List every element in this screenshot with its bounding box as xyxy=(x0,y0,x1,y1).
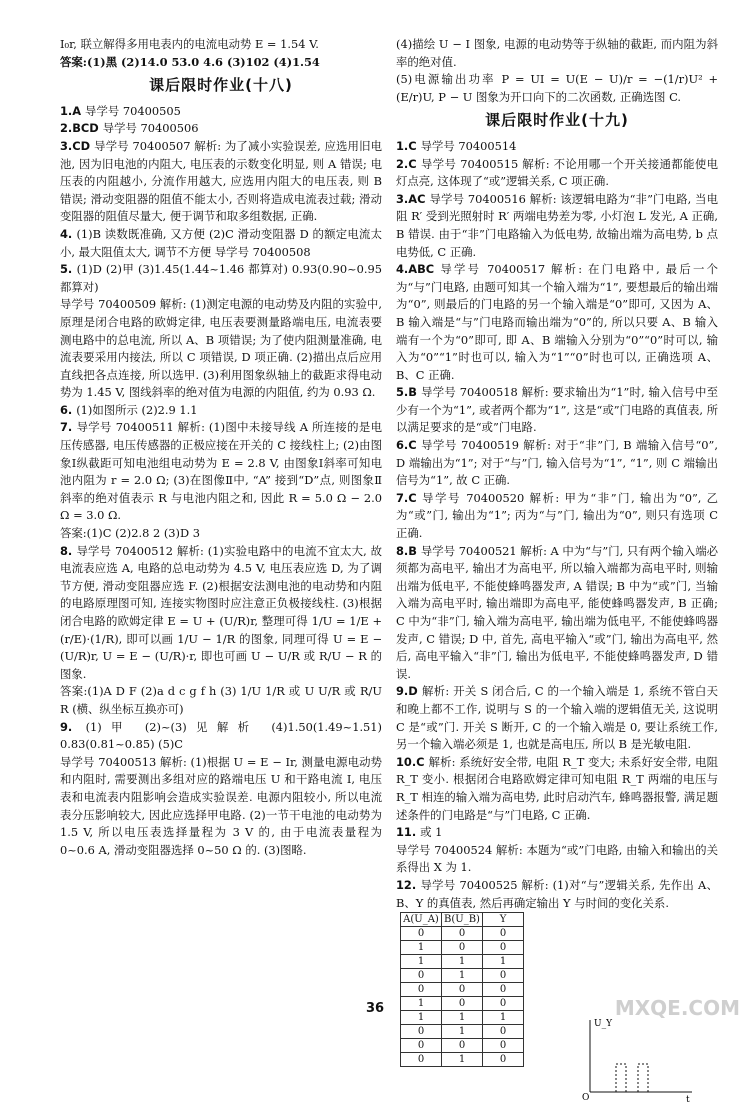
truth-table-cell: 0 xyxy=(483,1053,524,1067)
right-item xyxy=(396,437,718,490)
truth-table-header: B(U_B) xyxy=(442,913,483,927)
right-item xyxy=(396,490,718,543)
truth-table-cell: 0 xyxy=(442,941,483,955)
item-text: 导学号 70400514 xyxy=(420,138,517,153)
item-number: 9. xyxy=(60,719,86,734)
truth-table-cell: 1 xyxy=(401,941,442,955)
watermark-logo: MXQE.COM xyxy=(614,996,740,1021)
item-text: 导学号 70400516 解析: 该逻辑电路为“非”门电路, 当电阻 R′ 受到光照射时 R′ 两端电势差为零, 小灯泡 L 发光, A 正确, B 错误. 由于“非”门电路输入为低电势, 故输出端为高电势, b 点电势低, C 正确. xyxy=(396,191,718,259)
truth-table-cell: 0 xyxy=(442,927,483,941)
item-text: 导学号 70400521 解析: A 中为“与”门, 只有两个输入端必须都为高电平, 输出才为高电平, 所以输入端都为高电平时, 则输出端为低电平, 不能使蜂鸣器发声, A 错误; B 中为“或”门, 当输入端为高电平时, 输出端即为高电平, 能使蜂鸣器发声, B 正确; C 中为“非”门, 输入端为高电平, 输出端为低电平, 不能使蜂鸣器发声, C 错误; D 中, 首先, 高电平输入“或”门, 输出为高电平, 然后, 高电平输入“非”门, 输出为低电平, 不能使蜂鸣器发声, D 错误. xyxy=(396,543,718,681)
item-number: 8.B xyxy=(396,543,421,558)
left-item xyxy=(60,683,382,718)
truth-table-row xyxy=(401,983,524,997)
item-text: 答案:(1)A D F (2)a d c g f h (3) 1/U 1/R 或 U U/R 或 R/U R (横、纵坐标互换亦可) xyxy=(60,684,382,716)
item-number: 11. xyxy=(396,825,421,840)
item-text: 导学号 70400511 解析: (1)图中未接导线 A 所连接的是电压传感器, 电压传感器的正极应接在开关的 C 接线柱上; (2)由图象Ⅰ纵截距可知电池组电动势为 E = 2.8 V, 由图象Ⅰ斜率可知电池内阻为 r = 2.0 Ω; (3)在图像Ⅱ中, “A” 接到“D”点, 则图象Ⅱ斜率的绝对值表示 R 与电池内阻之和, 因此 R = 5.0 Ω − 2.0 Ω = 3.0 Ω. xyxy=(60,420,383,523)
item-number: 2.C xyxy=(396,156,421,171)
truth-table-cell: 0 xyxy=(401,1053,442,1067)
item-number: 6.C xyxy=(396,438,422,453)
section-title-19: 课后限时作业(十九) xyxy=(485,111,629,130)
item-text: (1)甲 (2)~(3)见解析 (4)1.50(1.49~1.51) 0.83(0.81~0.85) (5)C xyxy=(60,719,382,752)
truth-table-cell: 0 xyxy=(442,983,483,997)
item-text: 解析: 系统好安全带, 电阻 R_T 变大; 未系好安全带, 电阻 R_T 变小. 根据闭合电路欧姆定律可知电阻 R_T 两端的电压与 R_T 相连的输入端为高电势, 此时启动汽车, 蜂鸣器报警, 满足题述条件的门电路是“与”门电路, C 正确. xyxy=(396,754,718,822)
right-lead-item: (4)描绘 U − I 图象, 电源的电动势等于纵轴的截距, 而内阻为斜率的绝对值. xyxy=(396,37,718,69)
right-item xyxy=(396,138,718,156)
item-number: 4.ABC xyxy=(396,262,441,277)
item-text: 导学号 70400518 解析: 要求输出为“1”时, 输入信号中至少有一个为“1”, 或者两个都为“1”, 这是“或”门电路的真值表, 所以满足要求的是“或”门电路. xyxy=(396,385,718,435)
item-number: 10.C xyxy=(396,754,429,769)
truth-table-cell: 0 xyxy=(401,927,442,941)
truth-table-cell: 0 xyxy=(483,1025,524,1039)
right-item xyxy=(396,261,718,384)
truth-table-row xyxy=(401,1053,524,1067)
truth-table-row xyxy=(401,969,524,983)
axis-y-label: U_Y xyxy=(594,1019,613,1030)
right-item xyxy=(396,824,718,842)
left-item xyxy=(60,226,382,261)
truth-table-cell: 1 xyxy=(442,1025,483,1039)
item-text: (1)如图所示 (2)2.9 1.1 xyxy=(76,402,198,417)
right-item xyxy=(396,191,718,261)
left-item xyxy=(60,754,382,860)
truth-table-cell: 0 xyxy=(401,1039,442,1053)
left-item xyxy=(60,261,382,296)
item-text: 导学号 70400507 解析: 为了减小实验误差, 应选用旧电池, 因为旧电池的内阻大, 电压表的示数变化明显, 则 A 错误; 电压表的内阻越小, 分流作用越大, 应选用内阻大的电压表, 则 B 错误; 滑动变阻器的阻值不能太小, 否则将造成电流表过载; 滑动变阻器的阻值尽量大, 便于调节和取多组数据, 正确. xyxy=(60,138,382,224)
item-number: 7. xyxy=(60,420,77,435)
truth-table-header: A(U_A) xyxy=(401,913,442,927)
right-item xyxy=(396,877,718,912)
left-item xyxy=(60,719,382,754)
left-column xyxy=(60,36,382,859)
item-number: 12. xyxy=(396,877,421,892)
item-text: 导学号 70400524 解析: 本题为“或”门电路, 由输入和输出的关系得出 X 为 1. xyxy=(396,842,718,875)
truth-table-cell: 1 xyxy=(442,1011,483,1025)
item-number: 1.C xyxy=(396,138,421,153)
truth-table-row xyxy=(401,927,524,941)
output-waveform xyxy=(580,1012,700,1102)
truth-table-cell: 0 xyxy=(483,941,524,955)
truth-table-cell: 1 xyxy=(442,969,483,983)
truth-table-cell: 0 xyxy=(401,969,442,983)
item-text: 导学号 70400517 解析: 在门电路中, 最后一个为“与”门电路, 由题可知其一个输入端为“1”, 要想最后的输出端为“0”, 则最后的门电路的另一个输入端是“0”即可, 又因为 A、B 输入端是“与”门电路而输出端为“0”的, 所以只要 A、B 输入端有一个为“0”即可, 即 A、B 端输入分别为“0”“0”时可以, 输入为“0”“1”时也可以, 输入为“1”“0”时也可以, 正确选项 A、B、C 正确. xyxy=(396,262,718,382)
right-item xyxy=(396,384,718,437)
truth-table-header: Y xyxy=(483,913,524,927)
item-text: (1)B 读数既准确, 又方便 (2)C 滑动变阻器 D 的额定电流太小, 最大阻值太大, 调节不方便 导学号 70400508 xyxy=(60,226,383,259)
truth-table-cell: 0 xyxy=(401,983,442,997)
truth-table-cell: 1 xyxy=(483,1011,524,1025)
truth-table-cell: 0 xyxy=(483,997,524,1011)
item-text: 导学号 70400513 解析: (1)根据 U = E − Ir, 测量电源电动势和内阻时, 需要测出多组对应的路端电压 U 和干路电流 I, 电压表和电流表内阻影响会造成实验误差. 电源内阻较小, 所以电流表分压影响较大, 因此应选择甲电路. (2)一节干电池的电动势为 1.5 V, 所以电压表选择量程为 3 V 的, 由于电流表量程为 0~0.6 A, 滑动变阻器选择 0~50 Ω 的. (3)图略. xyxy=(60,754,382,857)
item-text: 导学号 70400520 解析: 甲为“非”门, 输出为“0”, 乙为“或”门, 输出为“1”; 丙为“与”门, 输出为“0”, 则只有选项 C 正确. xyxy=(396,490,719,541)
item-number: 5.B xyxy=(396,385,422,400)
right-item xyxy=(396,842,718,877)
item-number: 7.C xyxy=(396,490,423,505)
left-item-list xyxy=(60,103,382,860)
left-item xyxy=(60,296,382,402)
page-number: 36 xyxy=(365,1001,385,1016)
truth-table-cell: 0 xyxy=(483,1039,524,1053)
left-item xyxy=(60,138,382,226)
truth-table-cell: 0 xyxy=(401,1025,442,1039)
truth-table-cell: 0 xyxy=(442,1039,483,1053)
truth-table-cell: 1 xyxy=(401,1011,442,1025)
item-text: 导学号 70400512 解析: (1)实验电路中的电流不宜太大, 故电流表应选 A, 电路的总电动势为 4.5 V, 电压表应选 D, 为了调节方便, 滑动变阻器应选 F. (2)根据安法测电池的电动势和内阻的电路原理图可知, 连接实物图时应注意正负极接线柱. (3)根据闭合电路的欧姆定律 E = U + (U/R)r, 整理可得 1/U = 1/E + (r/E)·(1/R), 即可以画 1/U − 1/R 的图象, 同理可得 U = E − (U/R)r, U = E − (U/R)·r, 即也可画 U − U/R 或 R/U − R 的图象. xyxy=(60,543,383,681)
truth-table-cell: 1 xyxy=(442,1053,483,1067)
truth-table-cell: 1 xyxy=(442,955,483,969)
item-number: 3.AC xyxy=(396,191,430,206)
right-column xyxy=(396,36,718,1102)
item-text: 导学号 70400525 解析: (1)对“与”逻辑关系, 先作出 A、B、Y 的真值表, 然后再确定输出 Y 与时间的变化关系. xyxy=(396,877,718,910)
item-text: (1)D (2)甲 (3)1.45(1.44~1.46 都算对) 0.93(0.90~0.95 都算对) xyxy=(60,262,382,294)
right-item xyxy=(396,156,718,191)
truth-table-row xyxy=(401,941,524,955)
truth-table-cell: 0 xyxy=(442,997,483,1011)
item-number: 4. xyxy=(60,226,77,241)
truth-table-cell: 0 xyxy=(483,969,524,983)
item-number: 5. xyxy=(60,262,77,277)
right-item-list xyxy=(396,138,718,912)
item-text: 解析: 开关 S 闭合后, C 的一个输入端是 1, 系统不管白天和晚上都不工作, 说明与 S 的一个输入端的逻辑值无关, 这说明 C 是“或”门. 开关 S 断开, C 的一个输入端是 0, 要让系统工作, 另一个输入端必须是 1, 也就是高电压, 所以 B 是光敏电阻. xyxy=(396,684,718,752)
truth-table-row xyxy=(401,1025,524,1039)
item-number: 8. xyxy=(60,543,77,558)
item-text: 导学号 70400505 xyxy=(85,103,181,118)
lead-answer: 答案:(1)黑 (2)14.0 53.0 4.6 (3)102 (4)1.54 xyxy=(60,54,320,69)
item-text: 导学号 70400515 解析: 不论用哪一个开关接通都能使电灯点亮, 这体现了“或”逻辑关系, C 项正确. xyxy=(396,156,719,189)
item-text: 导学号 70400509 解析: (1)测定电源的电动势及内阻的实验中, 原理是闭合电路的欧姆定律, 电压表要测量路端电压, 电流表要测电路中的总电流, 所以 A、B 项错误; 为了使内阻测量准确, 电流表要采用内接法, 所以 C 项错误, D 项正确. (2)描出点后应用直线把各点连接, 所以选甲. (3)利用图象纵轴上的截距求得电动势为 1.45 V, 图线斜率的绝对值为电源的内阻值, 约为 0.93 Ω. xyxy=(60,297,382,400)
left-item xyxy=(60,525,382,543)
left-item xyxy=(60,103,382,121)
truth-table-cell: 0 xyxy=(483,927,524,941)
truth-table xyxy=(400,912,524,1067)
truth-table-cell: 1 xyxy=(483,955,524,969)
lead-text: I₀r, 联立解得多用电表内的电流电动势 E = 1.54 V. xyxy=(60,37,319,51)
item-number: 6. xyxy=(60,402,77,417)
item-text: 答案:(1)C (2)2.8 2 (3)D 3 xyxy=(60,526,200,541)
right-item xyxy=(396,683,718,753)
item-number: 1.A xyxy=(60,103,86,118)
left-item xyxy=(60,120,382,138)
section-title-18: 课后限时作业(十八) xyxy=(149,76,293,95)
truth-table-cell: 0 xyxy=(483,983,524,997)
item-text: 导学号 70400519 解析: 对于“非”门, B 端输入信号“0”, D 端输出为“1”; 对于“与”门, 输入信号为“1”, “1”, 则 C 端输出信号为“1”, 故 C 正确. xyxy=(396,438,718,488)
item-text: 或 1 xyxy=(420,825,443,840)
item-text: 导学号 70400506 xyxy=(102,121,199,136)
left-item xyxy=(60,419,382,525)
axis-origin: O xyxy=(582,1093,590,1102)
right-lead-list xyxy=(396,36,718,106)
item-number: 3.CD xyxy=(60,138,95,153)
right-lead-item: (5)电源输出功率 P = UI = U(E − U)/r = −(1/r)U² + (E/r)U, P − U 图象为开口向下的二次函数, 正确选图 C. xyxy=(396,72,718,104)
left-item xyxy=(60,402,382,420)
truth-table-cell: 1 xyxy=(401,955,442,969)
truth-table-row xyxy=(401,955,524,969)
axis-x-label: t xyxy=(686,1095,690,1102)
truth-table-row xyxy=(401,1039,524,1053)
right-item xyxy=(396,754,718,824)
left-item xyxy=(60,543,382,684)
item-number: 9.D xyxy=(396,684,422,699)
right-item xyxy=(396,543,718,684)
item-number: 2.BCD xyxy=(60,121,103,136)
truth-table-cell: 1 xyxy=(401,997,442,1011)
